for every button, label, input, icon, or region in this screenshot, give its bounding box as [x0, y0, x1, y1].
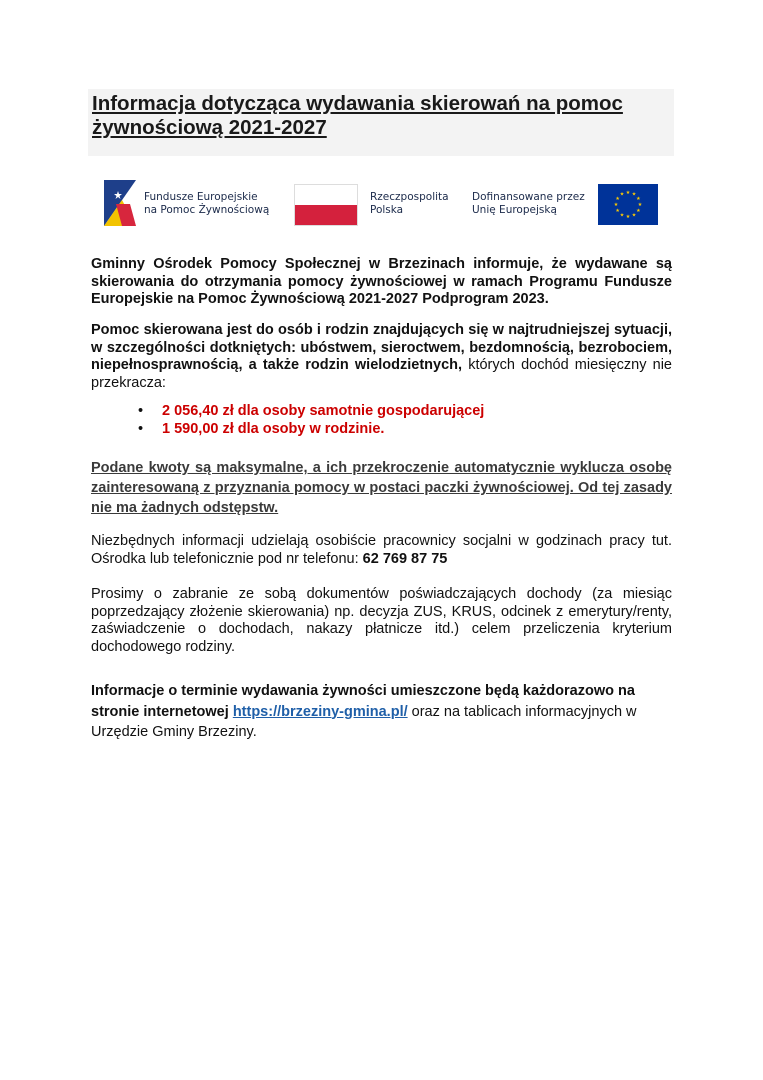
svg-text:★: ★ [631, 191, 637, 198]
eu-line-1: Dofinansowane przez [472, 191, 585, 203]
title-line-2: żywnościową 2021-2027 [92, 116, 327, 139]
list-item: • 2 056,40 zł dla osoby samotnie gospodarującej [138, 403, 484, 421]
intro-paragraph: Gminny Ośrodek Pomocy Społecznej w Brzezinach informuje, że wydawane są skierowania do otrzymania pomocy żywnościowej w ramach Programu Fundusze Europejskie na Pomoc Żywnościową 2021-2027 Podprogram 2023. [91, 256, 672, 308]
eligibility-paragraph [91, 322, 672, 392]
svg-text:★: ★ [615, 208, 620, 214]
eligibility-rest: których dochód miesięczny nie przekracza: [91, 357, 672, 391]
final-bold: Informacje o terminie wydawania żywności umieszczone będą każdorazowo na stronie internetowej [91, 683, 635, 720]
pl-line-2: Polska [370, 204, 404, 216]
eu-flag-icon [598, 184, 658, 225]
svg-text:★: ★ [613, 202, 619, 208]
fe-line-1: Fundusze Europejskie [144, 191, 258, 203]
contact-paragraph [91, 533, 672, 568]
fundusze-europejskie-logo-icon [100, 176, 140, 230]
contact-text: Niezbędnych informacji udzielają osobiście pracownicy socjalni w godzinach pracy tut. Ośrodka lub telefonicznie pod nr telefonu: [91, 533, 672, 567]
warning-paragraph: Podane kwoty są maksymalne, a ich przekroczenie automatycznie wyklucza osobę zainteresowaną z przyznania pomocy w postaci paczki żywnościowej. Od tej zasady nie ma żadnych odstępstw. [91, 460, 672, 516]
eu-logo-text [472, 191, 585, 217]
svg-text:★: ★ [637, 202, 643, 208]
polish-flag-icon [294, 184, 358, 226]
svg-text:★: ★ [619, 191, 625, 198]
pl-line-1: Rzeczpospolita [370, 191, 449, 203]
documents-paragraph: Prosimy o zabranie ze sobą dokumentów poświadczających dochody (za miesiąc poprzedzający złożenie skierowania) np. decyzja ZUS, KRUS, odcinek z emerytury/renty, zaświadczenie o dochodach, nakazy płatnicze itd.) celem przeliczenia kryterium dochodowego rodziny. [91, 586, 672, 655]
eu-line-2: Unię Europejską [472, 204, 557, 216]
page-title [92, 92, 672, 140]
income-limits-list [138, 403, 484, 438]
logo-bar [100, 176, 660, 232]
svg-text:★: ★ [625, 214, 631, 220]
phone-number: 62 769 87 75 [362, 550, 448, 567]
svg-text:★: ★ [615, 196, 620, 202]
list-item: • 1 590,00 zł dla osoby w rodzinie. [138, 421, 484, 439]
svg-text:★: ★ [636, 196, 641, 202]
final-rest: oraz na tablicach informacyjnych w Urzędzie Gminy Brzeziny. [91, 703, 637, 740]
fe-logo-text [144, 191, 269, 217]
svg-text:★: ★ [636, 208, 641, 214]
svg-text:★: ★ [625, 190, 631, 196]
title-line-1: Informacja dotycząca wydawania skierowań na pomoc [92, 92, 623, 115]
svg-text:★: ★ [631, 212, 637, 219]
eligibility-bold: Pomoc skierowana jest do osób i rodzin znajdujących się w najtrudniejszej sytuacji, w szczególności dotkniętych: ubóstwem, sieroctwem, bezdomnością, bezrobociem, niepełnosprawnością, a także rodzin wielodzietnych, [91, 322, 672, 374]
fe-line-2: na Pomoc Żywnościową [144, 204, 270, 216]
svg-text:★: ★ [619, 212, 625, 219]
final-paragraph [91, 681, 676, 743]
pl-logo-text [370, 191, 449, 217]
website-link[interactable]: https://brzeziny-gmina.pl/ [232, 703, 408, 720]
